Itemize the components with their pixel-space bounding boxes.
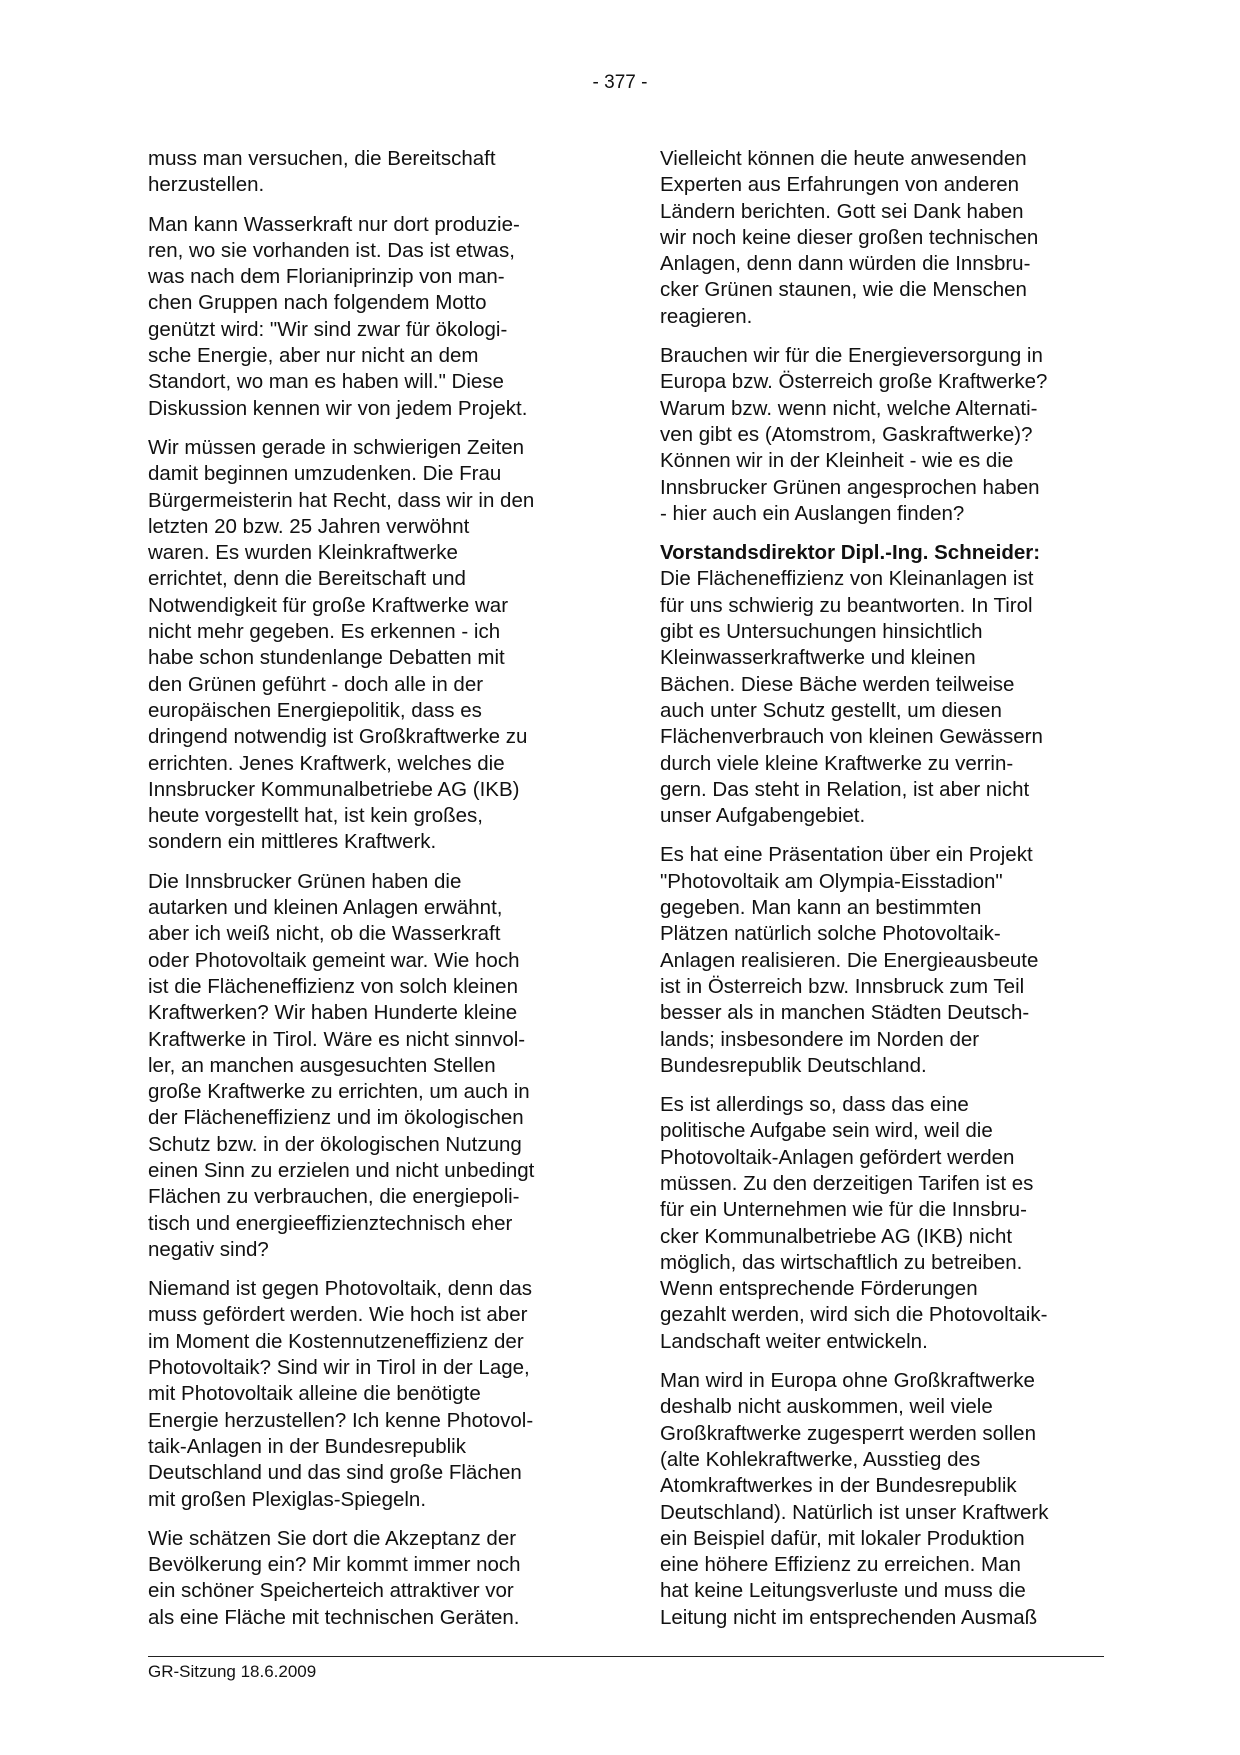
- text-line: - hier auch ein Auslangen finden?: [660, 501, 965, 525]
- text-line: Bundesrepublik Deutschland.: [660, 1053, 927, 1077]
- text-line: (alte Kohlekraftwerke, Ausstieg des: [660, 1447, 981, 1471]
- text-line: ist in Österreich bzw. Innsbruck zum Teil: [660, 974, 1025, 998]
- text-line: Experten aus Erfahrungen von anderen: [660, 173, 1020, 197]
- text-line: Notwendigkeit für große Kraftwerke war: [148, 593, 509, 617]
- text-line: sondern ein mittleres Kraftwerk.: [148, 830, 437, 854]
- text-line: lands; insbesondere im Norden der: [660, 1027, 980, 1051]
- text-line: unser Aufgabengebiet.: [660, 804, 866, 828]
- text-line: Flächenverbrauch von kleinen Gewässern: [660, 725, 1043, 749]
- text-line: besser als in manchen Städten Deutsch-: [660, 1001, 1030, 1025]
- text-line: Man wird in Europa ohne Großkraftwerke: [660, 1369, 1035, 1393]
- text-line: der Flächeneffizienz und im ökologischen: [148, 1106, 524, 1130]
- text-line: Bürgermeisterin hat Recht, dass wir in den: [148, 488, 535, 512]
- text-line: tisch und energieeffizienztechnisch eher: [148, 1211, 513, 1235]
- text-line: nicht mehr gegeben. Es erkennen - ich: [148, 620, 501, 644]
- text-line: autarken und kleinen Anlagen erwähnt,: [148, 896, 503, 920]
- text-line: "Photovoltaik am Olympia-Eisstadion": [660, 869, 1003, 893]
- text-line: Es ist allerdings so, dass das eine: [660, 1093, 969, 1117]
- text-line: den Grünen geführt - doch alle in der: [148, 672, 484, 696]
- text-line: heute vorgestellt hat, ist kein großes,: [148, 804, 484, 828]
- text-line: Niemand ist gegen Photovoltaik, denn das: [148, 1277, 533, 1301]
- text-line: Schutz bzw. in der ökologischen Nutzung: [148, 1132, 522, 1156]
- paragraph: [148, 1276, 590, 1513]
- text-line: oder Photovoltaik gemeint war. Wie hoch: [148, 948, 520, 972]
- text-line: mit großen Plexiglas-Spiegeln.: [148, 1487, 427, 1511]
- right-column: [660, 146, 1108, 1644]
- text-line: cker Kommunalbetriebe AG (IKB) nicht: [660, 1224, 1013, 1248]
- paragraph: [148, 869, 590, 1263]
- text-line: ein schöner Speicherteich attraktiver vor: [148, 1579, 514, 1603]
- text-line: Atomkraftwerkes in der Bundesrepublik: [660, 1474, 1017, 1498]
- left-column: [148, 146, 590, 1644]
- text-line: deshalb nicht auskommen, weil viele: [660, 1395, 993, 1419]
- text-line: errichten. Jenes Kraftwerk, welches die: [148, 751, 505, 775]
- footer-divider: [148, 1656, 1104, 1657]
- text-line: eine höhere Effizienz zu erreichen. Man: [660, 1553, 1021, 1577]
- paragraph: [660, 343, 1108, 527]
- text-line: Deutschland und das sind große Flächen: [148, 1461, 522, 1485]
- text-line: reagieren.: [660, 304, 753, 328]
- text-line: auch unter Schutz gestellt, um diesen: [660, 698, 1002, 722]
- text-line: große Kraftwerke zu errichten, um auch in: [148, 1080, 530, 1104]
- text-line: muss gefördert werden. Wie hoch ist aber: [148, 1303, 528, 1327]
- footer-text: GR-Sitzung 18.6.2009: [148, 1662, 317, 1681]
- text-line: Es hat eine Präsentation über ein Projekt: [660, 843, 1033, 867]
- text-line: europäischen Energiepolitik, dass es: [148, 698, 482, 722]
- text-line: Wie schätzen Sie dort die Akzeptanz der: [148, 1526, 517, 1550]
- text-line: sche Energie, aber nur nicht an dem: [148, 344, 479, 368]
- text-line: Deutschland). Natürlich ist unser Kraftwerk: [660, 1500, 1049, 1524]
- text-line: Kleinwasserkraftwerke und kleinen: [660, 646, 976, 670]
- text-line: cker Grünen staunen, wie die Menschen: [660, 278, 1027, 302]
- paragraph: [148, 212, 590, 422]
- text-line: ist die Flächeneffizienz von solch kleinen: [148, 974, 518, 998]
- text-line: taik-Anlagen in der Bundesrepublik: [148, 1434, 466, 1458]
- text-line: Kraftwerke in Tirol. Wäre es nicht sinnvol-: [148, 1027, 526, 1051]
- text-line: waren. Es wurden Kleinkraftwerke: [148, 541, 458, 565]
- paragraph: [148, 435, 590, 856]
- text-line: ein Beispiel dafür, mit lokaler Produktion: [660, 1526, 1025, 1550]
- text-line: als eine Fläche mit technischen Geräten.: [148, 1605, 520, 1629]
- text-line: habe schon stundenlange Debatten mit: [148, 646, 505, 670]
- text-line: Standort, wo man es haben will." Diese: [148, 370, 504, 394]
- text-line: Photovoltaik-Anlagen gefördert werden: [660, 1145, 1015, 1169]
- text-line: Kraftwerken? Wir haben Hunderte kleine: [148, 1001, 518, 1025]
- paragraph: [148, 146, 590, 199]
- text-line: Die Innsbrucker Grünen haben die: [148, 869, 462, 893]
- text-line: Brauchen wir für die Energieversorgung in: [660, 344, 1043, 368]
- text-line: Anlagen, denn dann würden die Innsbru-: [660, 252, 1031, 276]
- speaker-name: Vorstandsdirektor Dipl.-Ing. Schneider:: [660, 541, 1041, 565]
- text-line: politische Aufgabe sein wird, weil die: [660, 1119, 993, 1143]
- text-line: damit beginnen umzudenken. Die Frau: [148, 462, 502, 486]
- text-line: was nach dem Florianiprinzip von man-: [148, 265, 505, 289]
- text-line: für uns schwierig zu beantworten. In Tirol: [660, 593, 1033, 617]
- text-line: letzten 20 bzw. 25 Jahren verwöhnt: [148, 514, 470, 538]
- text-line: Europa bzw. Österreich große Kraftwerke?: [660, 370, 1048, 394]
- text-line: wir noch keine dieser großen technischen: [660, 225, 1039, 249]
- text-line: im Moment die Kostennutzeneffizienz der: [148, 1329, 524, 1353]
- text-line: durch viele kleine Kraftwerke zu verrin-: [660, 751, 1014, 775]
- text-line: Diskussion kennen wir von jedem Projekt.: [148, 396, 528, 420]
- text-line: Landschaft weiter entwickeln.: [660, 1329, 928, 1353]
- text-line: Flächen zu verbrauchen, die energiepoli-: [148, 1185, 520, 1209]
- text-line: aber ich weiß nicht, ob die Wasserkraft: [148, 922, 501, 946]
- text-line: hat keine Leitungsverluste und muss die: [660, 1579, 1026, 1603]
- text-line: Photovoltaik? Sind wir in Tirol in der Lage,: [148, 1356, 530, 1380]
- text-line: Plätzen natürlich solche Photovoltaik-: [660, 922, 1001, 946]
- text-line: gibt es Untersuchungen hinsichtlich: [660, 620, 983, 644]
- text-line: Können wir in der Kleinheit - wie es die: [660, 449, 1014, 473]
- paragraph: [148, 1526, 590, 1631]
- text-line: Warum bzw. wenn nicht, welche Alternati-: [660, 396, 1038, 420]
- speaker-paragraph: [660, 540, 1108, 829]
- text-line: chen Gruppen nach folgendem Motto: [148, 291, 487, 315]
- text-line: ler, an manchen ausgesuchten Stellen: [148, 1053, 496, 1077]
- text-line: Anlagen realisieren. Die Energieausbeute: [660, 948, 1039, 972]
- text-line: Ländern berichten. Gott sei Dank haben: [660, 199, 1024, 223]
- text-line: dringend notwendig ist Großkraftwerke zu: [148, 725, 528, 749]
- text-line: gegeben. Man kann an bestimmten: [660, 896, 982, 920]
- text-line: Innsbrucker Grünen angesprochen haben: [660, 475, 1040, 499]
- page-number: - 377 -: [592, 72, 648, 93]
- paragraph: [660, 842, 1108, 1079]
- text-line: Vielleicht können die heute anwesenden: [660, 147, 1027, 170]
- text-line: Leitung nicht im entsprechenden Ausmaß: [660, 1605, 1038, 1629]
- text-line: Wir müssen gerade in schwierigen Zeiten: [148, 435, 524, 459]
- paragraph: [660, 1368, 1108, 1631]
- text-line: gern. Das steht in Relation, ist aber nicht: [660, 777, 1030, 801]
- text-line: errichtet, denn die Bereitschaft und: [148, 567, 466, 591]
- text-line: Energie herzustellen? Ich kenne Photovol-: [148, 1408, 534, 1432]
- text-line: Bevölkerung ein? Mir kommt immer noch: [148, 1553, 521, 1577]
- paragraph: [660, 146, 1108, 330]
- text-line: ven gibt es (Atomstrom, Gaskraftwerke)?: [660, 422, 1033, 446]
- text-line: negativ sind?: [148, 1237, 269, 1261]
- text-line: ren, wo sie vorhanden ist. Das ist etwas,: [148, 238, 515, 262]
- text-line: Bächen. Diese Bäche werden teilweise: [660, 672, 1015, 696]
- text-line: Man kann Wasserkraft nur dort produzie-: [148, 212, 520, 236]
- paragraph: [660, 1092, 1108, 1355]
- text-line: möglich, das wirtschaftlich zu betreiben.: [660, 1250, 1023, 1274]
- text-line: einen Sinn zu erzielen und nicht unbedingt: [148, 1158, 535, 1182]
- text-line: Innsbrucker Kommunalbetriebe AG (IKB): [148, 777, 520, 801]
- text-line: für ein Unternehmen wie für die Innsbru-: [660, 1198, 1027, 1222]
- text-line: gezahlt werden, wird sich die Photovoltaik-: [660, 1303, 1048, 1327]
- text-line: Wenn entsprechende Förderungen: [660, 1277, 978, 1301]
- text-line: Großkraftwerke zugesperrt werden sollen: [660, 1421, 1036, 1445]
- text-line: herzustellen.: [148, 173, 265, 197]
- text-line: mit Photovoltaik alleine die benötigte: [148, 1382, 481, 1406]
- text-line: müssen. Zu den derzeitigen Tarifen ist es: [660, 1171, 1034, 1195]
- text-line: Die Flächeneffizienz von Kleinanlagen ist: [660, 567, 1034, 591]
- text-line: genützt wird: "Wir sind zwar für ökologi-: [148, 317, 508, 341]
- text-line: muss man versuchen, die Bereitschaft: [148, 147, 496, 170]
